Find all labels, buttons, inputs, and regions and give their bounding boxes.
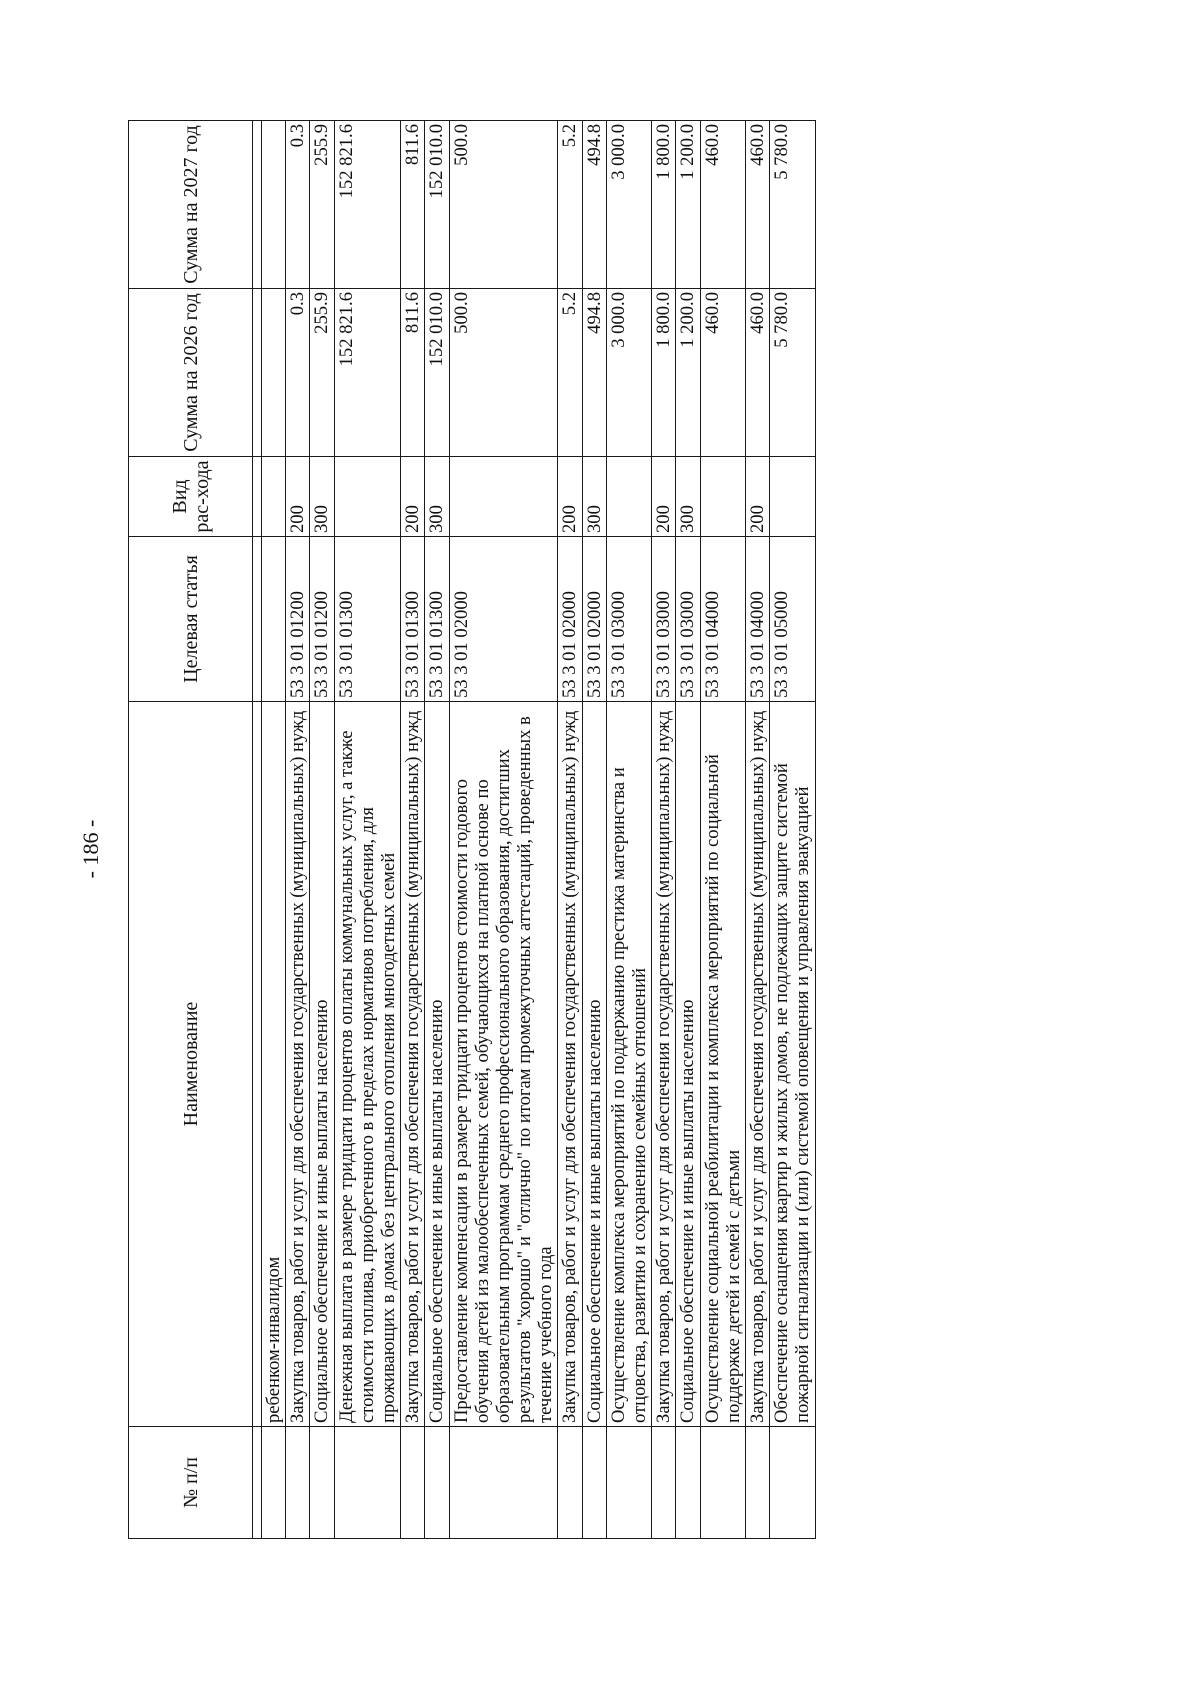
cell-number <box>286 1427 310 1539</box>
cell-target: 53 3 01 03000 <box>652 537 676 702</box>
cell-sum-2026: 255.9 <box>310 289 334 457</box>
cell-target: 53 3 01 01200 <box>286 537 310 702</box>
cell-name: Осуществление социальной реабилитации и комплекса мероприятий по социальной поддержке детей и семей с детьми <box>700 702 745 1427</box>
cell-sum-2027: 811.6 <box>401 121 425 289</box>
budget-table <box>128 120 816 1539</box>
header-name: Наименование <box>129 702 253 1427</box>
cell-name: Закупка товаров, работ и услуг для обеспечения государственных (муниципальных) нужд <box>745 702 769 1427</box>
cell-number <box>334 1427 401 1539</box>
cell-target: 53 3 01 01200 <box>310 537 334 702</box>
cell-kind: 200 <box>558 457 582 537</box>
cell-name: Закупка товаров, работ и услуг для обеспечения государственных (муниципальных) нужд <box>558 702 582 1427</box>
cell-sum-2027 <box>262 121 286 289</box>
cell-sum-2027: 460.0 <box>700 121 745 289</box>
cell-target: 53 3 01 01300 <box>334 537 401 702</box>
cell-sum-2026 <box>262 289 286 457</box>
cell-sum-2026: 1 800.0 <box>652 289 676 457</box>
cell-number <box>770 1427 815 1539</box>
table-row <box>286 121 310 1539</box>
table-row <box>700 121 745 1539</box>
cell-kind: 300 <box>425 457 449 537</box>
cell-target: 53 3 01 01300 <box>425 537 449 702</box>
header-target: Целевая статья <box>129 537 253 702</box>
cell-target: 53 3 01 03000 <box>676 537 700 702</box>
cell-target: 53 3 01 05000 <box>770 537 815 702</box>
cell-kind: 200 <box>745 457 769 537</box>
budget-table-container <box>128 121 816 1539</box>
header-sum-2027: Сумма на 2027 год <box>129 121 253 289</box>
cell-number <box>652 1427 676 1539</box>
cell-name: Социальное обеспечение и иные выплаты населению <box>582 702 606 1427</box>
cell-number <box>310 1427 334 1539</box>
cell-sum-2027: 152 010.0 <box>425 121 449 289</box>
cell-sum-2027: 494.8 <box>582 121 606 289</box>
cell-sum-2027: 1 800.0 <box>652 121 676 289</box>
header-sum-2026: Сумма на 2026 год <box>129 289 253 457</box>
spacer-row <box>253 121 262 1539</box>
cell-sum-2026: 5.2 <box>558 289 582 457</box>
table-row <box>606 121 651 1539</box>
cell-number <box>700 1427 745 1539</box>
cell-kind <box>449 457 558 537</box>
cell-kind: 300 <box>676 457 700 537</box>
table-row <box>745 121 769 1539</box>
cell-target: 53 3 01 03000 <box>606 537 651 702</box>
cell-sum-2026: 1 200.0 <box>676 289 700 457</box>
cell-sum-2026: 811.6 <box>401 289 425 457</box>
cell-name: ребенком-инвалидом <box>262 702 286 1427</box>
table-row <box>425 121 449 1539</box>
cell-sum-2026: 494.8 <box>582 289 606 457</box>
cell-name: Осуществление комплекса мероприятий по поддержанию престижа материнства и отцовства, развитию и сохранению семейных отношений <box>606 702 651 1427</box>
cell-sum-2027: 5.2 <box>558 121 582 289</box>
cell-name: Социальное обеспечение и иные выплаты населению <box>310 702 334 1427</box>
cell-sum-2026: 152 010.0 <box>425 289 449 457</box>
cell-kind <box>262 457 286 537</box>
cell-name: Закупка товаров, работ и услуг для обеспечения государственных (муниципальных) нужд <box>286 702 310 1427</box>
cell-kind: 300 <box>582 457 606 537</box>
cell-sum-2026: 460.0 <box>700 289 745 457</box>
cell-kind <box>334 457 401 537</box>
header-kind: Вид рас-хода <box>129 457 253 537</box>
cell-sum-2026: 3 000.0 <box>606 289 651 457</box>
cell-number <box>449 1427 558 1539</box>
cell-sum-2027: 5 780.0 <box>770 121 815 289</box>
cell-name: Социальное обеспечение и иные выплаты населению <box>676 702 700 1427</box>
cell-sum-2026: 5 780.0 <box>770 289 815 457</box>
cell-sum-2027: 0.3 <box>286 121 310 289</box>
cell-kind: 300 <box>310 457 334 537</box>
cell-number <box>676 1427 700 1539</box>
header-number: № п/п <box>129 1427 253 1539</box>
table-body <box>253 121 816 1539</box>
cell-target <box>262 537 286 702</box>
cell-target: 53 3 01 04000 <box>700 537 745 702</box>
cell-name: Социальное обеспечение и иные выплаты населению <box>425 702 449 1427</box>
cell-kind <box>606 457 651 537</box>
cell-sum-2026: 460.0 <box>745 289 769 457</box>
cell-target: 53 3 01 02000 <box>582 537 606 702</box>
cell-sum-2027: 255.9 <box>310 121 334 289</box>
cell-sum-2027: 460.0 <box>745 121 769 289</box>
cell-sum-2027: 500.0 <box>449 121 558 289</box>
cell-number <box>582 1427 606 1539</box>
cell-number <box>558 1427 582 1539</box>
cell-sum-2027: 3 000.0 <box>606 121 651 289</box>
table-row <box>334 121 401 1539</box>
cell-name: Закупка товаров, работ и услуг для обеспечения государственных (муниципальных) нужд <box>401 702 425 1427</box>
table-row <box>449 121 558 1539</box>
cell-target: 53 3 01 02000 <box>449 537 558 702</box>
cell-target: 53 3 01 04000 <box>745 537 769 702</box>
page-number: - 186 - <box>78 819 103 879</box>
cell-kind <box>700 457 745 537</box>
cell-sum-2027: 1 200.0 <box>676 121 700 289</box>
cell-kind: 200 <box>401 457 425 537</box>
cell-target: 53 3 01 02000 <box>558 537 582 702</box>
cell-name: Денежная выплата в размере тридцати процентов оплаты коммунальных услуг, а также стоимости топлива, приобретенного в пределах нормативов потребления, для проживающих в домах без центрального отопления многодетных семей <box>334 702 401 1427</box>
table-row <box>401 121 425 1539</box>
cell-name: Обеспечение оснащения квартир и жилых домов, не подлежащих защите системой пожарной сигнализации и (или) системой оповещения и управления эвакуацией <box>770 702 815 1427</box>
cell-kind: 200 <box>286 457 310 537</box>
cell-sum-2026: 500.0 <box>449 289 558 457</box>
table-row <box>652 121 676 1539</box>
cell-number <box>425 1427 449 1539</box>
table-row <box>558 121 582 1539</box>
cell-kind <box>770 457 815 537</box>
table-row <box>262 121 286 1539</box>
cell-sum-2026: 0.3 <box>286 289 310 457</box>
cell-name: Закупка товаров, работ и услуг для обеспечения государственных (муниципальных) нужд <box>652 702 676 1427</box>
table-header-row <box>129 121 253 1539</box>
table-row <box>582 121 606 1539</box>
cell-sum-2026: 152 821.6 <box>334 289 401 457</box>
cell-number <box>262 1427 286 1539</box>
cell-target: 53 3 01 01300 <box>401 537 425 702</box>
cell-kind: 200 <box>652 457 676 537</box>
cell-name: Предоставление компенсации в размере тридцати процентов стоимости годового обучения детей из малообеспеченных семей, обучающихся на платной основе по образовательным программам среднего профессионального образования, достигших результатов "хорошо" и "отлично" по итогам промежуточных аттестаций, проведенных в течение учебного года <box>449 702 558 1427</box>
table-row <box>770 121 815 1539</box>
table-row <box>676 121 700 1539</box>
cell-number <box>745 1427 769 1539</box>
cell-sum-2027: 152 821.6 <box>334 121 401 289</box>
cell-number <box>401 1427 425 1539</box>
table-row <box>310 121 334 1539</box>
cell-number <box>606 1427 651 1539</box>
